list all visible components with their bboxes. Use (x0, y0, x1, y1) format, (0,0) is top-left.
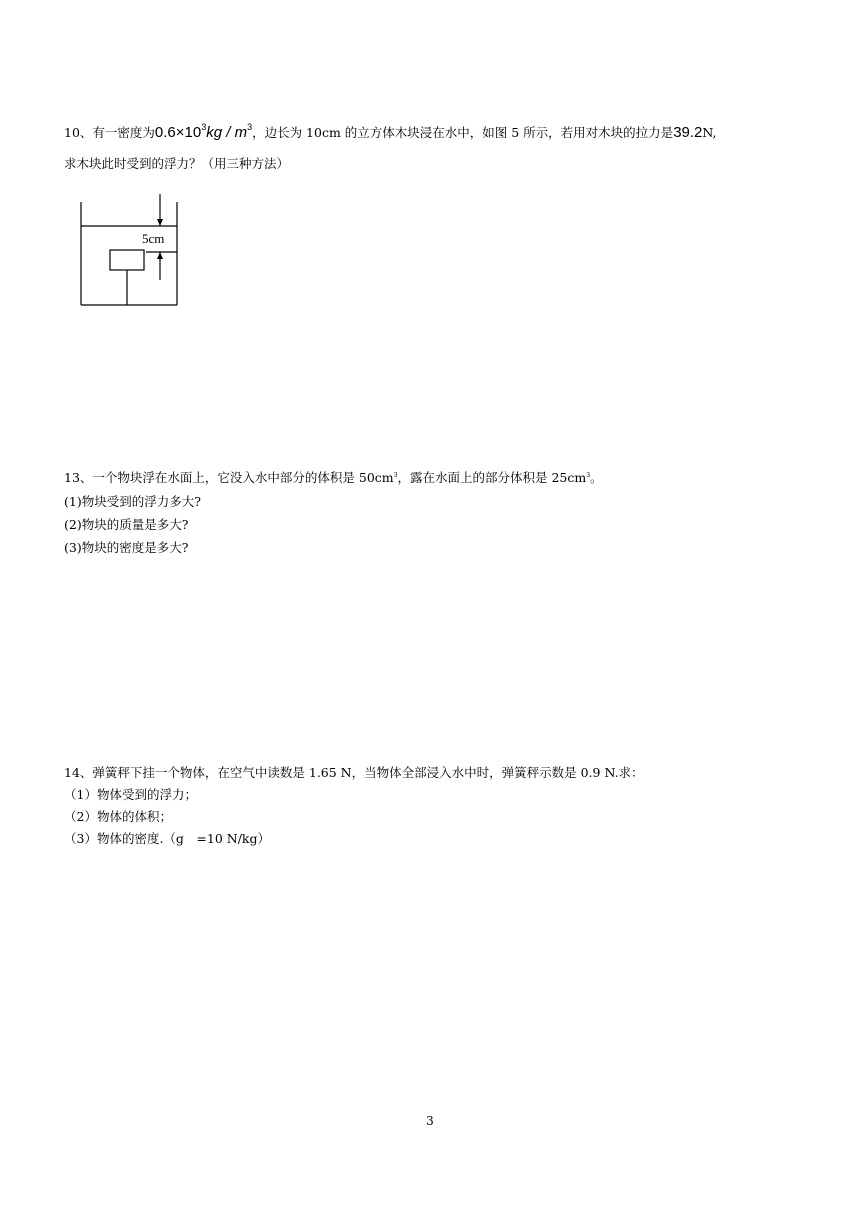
q13-item-2: (2)物块的质量是多大? (64, 517, 189, 532)
q10-unit: N, (702, 125, 717, 140)
q13-item-1: (1)物块受到的浮力多大? (64, 494, 201, 509)
q13-sup-1: 3 (393, 472, 398, 479)
q10-line-2: 求木块此时受到的浮力？（用三种方法） (64, 156, 290, 171)
q14-item-1: （1）物体受到的浮力； (64, 787, 197, 802)
figure-dimension-label: 5cm (142, 231, 165, 246)
page-number: 3 (426, 1114, 434, 1128)
q14-line-1: 14、弹簧秤下挂一个物体，在空气中读数是 1.65 N，当物体全部浸入水中时，弹簧秤示数是 0.9 N.求： (64, 765, 644, 780)
wood-block (110, 250, 144, 270)
q14-item-3: （3）物体的密度.（g =10 N/kg） (64, 831, 271, 846)
arrow-up-icon (157, 252, 163, 259)
q10-line-1 (64, 124, 717, 142)
q13-line-1 (64, 469, 603, 487)
arrow-down-icon (157, 219, 163, 226)
q14-item-2: （2）物体的体积； (64, 809, 172, 824)
q13-sup-2: 3 (586, 472, 591, 479)
figure-5-diagram (76, 192, 186, 310)
q10-density-formula: $0.6\times 10^3kg / m^3$ (154, 122, 253, 141)
q13-prefix: 13、一个物块浮在水面上，它没入水中部分的体积是 50cm (64, 470, 394, 485)
q10-middle-text: ，边长为 10cm 的立方体木块浸在水中，如图 5 所示，若用对木块的拉力是 (252, 125, 674, 140)
q13-middle: ，露在水面上的部分体积是 25cm (397, 470, 587, 485)
q10-force-value: 39.2 (673, 124, 703, 141)
q13-item-3: (3)物块的密度是多大? (64, 540, 189, 555)
q10-prefix: 10、有一密度为 (64, 125, 155, 140)
q13-suffix: 。 (590, 470, 603, 485)
